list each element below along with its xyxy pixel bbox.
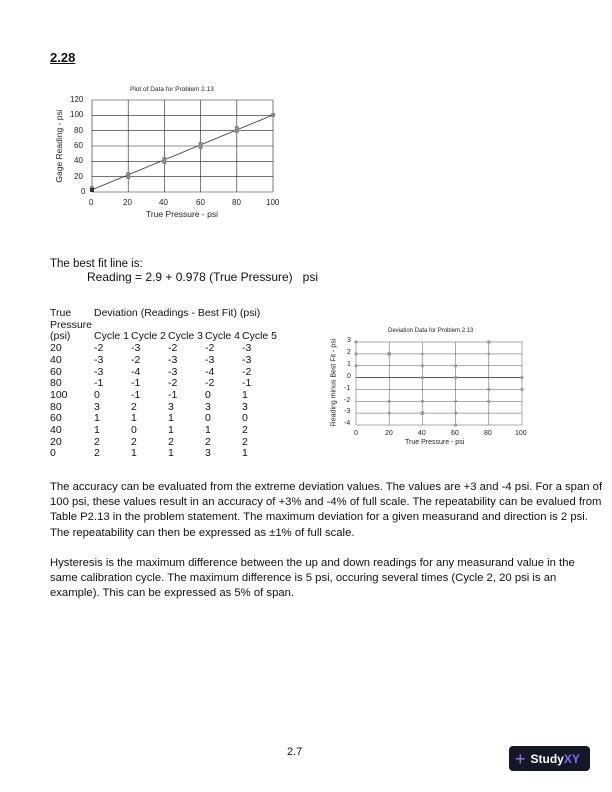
badge-text-accent: XY — [563, 751, 580, 766]
table-header: Cycle 3 — [168, 330, 204, 343]
chart1-plot — [50, 82, 290, 222]
y-tick: 3 — [347, 337, 351, 344]
table-header: Cycle 1 — [94, 330, 130, 343]
x-tick: 80 — [232, 198, 241, 207]
x-tick: 40 — [418, 430, 426, 437]
x-tick: 0 — [89, 198, 94, 207]
accuracy-paragraph: The accuracy can be evaluated from the extreme deviation values. The values are +3 and -4 psi. For a span of 100 psi, these values result in an accuracy of +3% and -4% of full scale. The repeatability can be evalued from Table P2.13 in the problem statement. The maximum deviation for a given measurand and direction is 2 psi. The repeatability can then be expressed as ±1% of full scale. — [50, 481, 603, 539]
table-header: Pressure — [50, 318, 93, 331]
best-fit-intro: The best fit line is: — [50, 258, 143, 270]
table-row: 100 0 -1 -1 0 1 — [50, 388, 248, 401]
table-row: 40 1 0 1 1 2 — [50, 424, 248, 437]
deviation-table — [50, 308, 277, 460]
y-tick: -1 — [344, 385, 351, 392]
x-tick: 100 — [515, 430, 527, 437]
table-header: (psi) — [50, 330, 71, 343]
best-fit-equation: Reading = 2.9 + 0.978 (True Pressure) psi — [87, 270, 319, 284]
problem-heading: 2.28 — [50, 50, 76, 65]
table-row: 80 3 2 3 3 3 — [50, 400, 248, 413]
table-header: Cycle 5 — [242, 330, 278, 343]
table-row: 20 -2 -3 -2 -2 -3 — [50, 342, 252, 355]
table-header: Deviation (Readings - Best Fit) (psi) — [94, 307, 261, 319]
table-row: 80 -1 -1 -2 -2 -1 — [50, 377, 252, 390]
badge-text-main: Study — [530, 751, 564, 766]
chart2-ylabel: Reading minus Best Fit - psi — [330, 338, 338, 427]
y-tick: -3 — [344, 408, 351, 415]
table-row: 20 2 2 2 2 2 — [50, 435, 248, 448]
plus-icon: + — [515, 748, 526, 769]
x-tick: 0 — [354, 430, 358, 437]
y-tick: 120 — [70, 95, 84, 104]
y-tick: 100 — [70, 110, 84, 119]
chart2-plot — [325, 325, 570, 450]
y-tick: -2 — [344, 397, 351, 404]
y-tick: 0 — [347, 373, 351, 380]
chart-deviation — [325, 325, 570, 450]
y-tick: 80 — [74, 126, 83, 135]
chart2-title: Deviation Data for Problem 2.13 — [388, 328, 474, 334]
x-tick: 20 — [123, 198, 132, 207]
table-header: Cycle 4 — [205, 330, 241, 343]
y-tick: 20 — [74, 172, 83, 181]
y-tick: 40 — [74, 156, 83, 165]
table-header: Cycle 2 — [131, 330, 167, 343]
studyxy-badge[interactable] — [509, 746, 590, 771]
x-tick: 20 — [385, 430, 393, 437]
table-row: 60 1 1 1 0 0 — [50, 412, 248, 425]
x-tick: 60 — [196, 198, 205, 207]
hysteresis-paragraph: Hysteresis is the maximum difference between the up and down readings for any measurand value in the same calibration cycle. The maximum difference is 5 psi, occuring several times (Cycle 2, 20 psi is an example). This can be expressed as 5% of span. — [50, 557, 575, 600]
chart1-ylabel: Gage Reading - psi — [54, 109, 64, 183]
x-tick: 100 — [266, 198, 280, 207]
x-tick: 80 — [484, 430, 492, 437]
x-tick: 40 — [159, 198, 168, 207]
y-tick: 60 — [74, 141, 83, 150]
chart1-xlabel: True Pressure - psi — [146, 209, 218, 219]
x-tick: 60 — [451, 430, 459, 437]
y-tick: 1 — [347, 361, 351, 368]
table-row: 60 -3 -4 -3 -4 -2 — [50, 365, 252, 378]
table-row: 0 2 1 1 3 1 — [50, 447, 248, 460]
chart-reading-vs-pressure — [50, 82, 290, 222]
page-number: 2.7 — [287, 746, 303, 758]
table-row: 40 -3 -2 -3 -3 -3 — [50, 353, 252, 366]
y-tick: -4 — [344, 420, 351, 427]
chart1-title: Plot of Data for Problem 2.13 — [130, 86, 214, 93]
chart2-xlabel: True Pressure - psi — [405, 439, 465, 446]
table-header: True — [50, 307, 72, 319]
y-tick: 2 — [347, 349, 351, 356]
y-tick: 0 — [81, 187, 86, 196]
